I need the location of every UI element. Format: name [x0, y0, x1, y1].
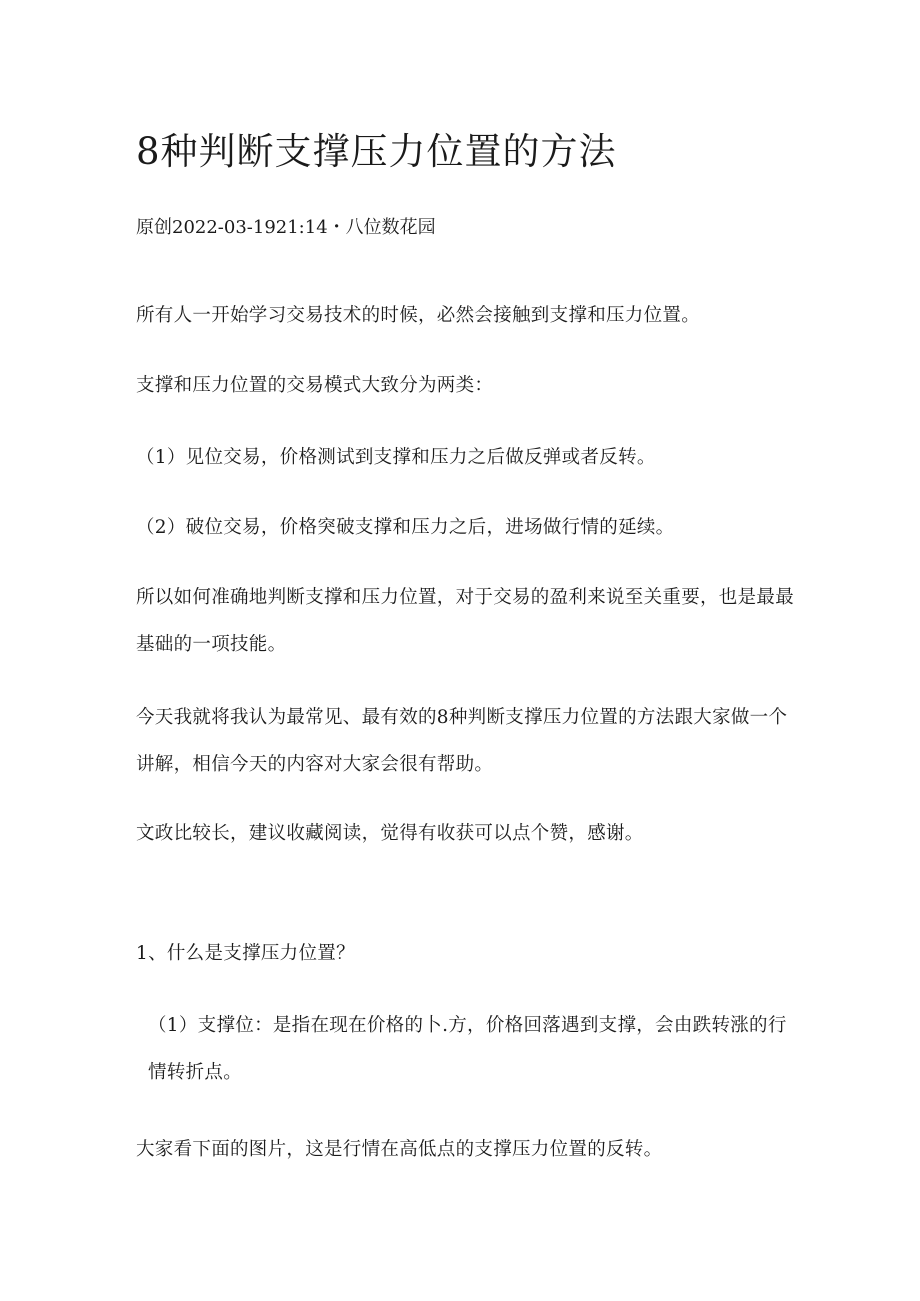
- paragraph: 所有人一开始学习交易技术的时候，必然会接触到支撑和压力位置。: [136, 305, 701, 326]
- paragraph: 大家看下面的图片，这是行情在高低点的支撑压力位置的反转。: [136, 1139, 663, 1160]
- paragraph: （1）支撑位：是指在现在价格的卜.方，价格回落遇到支撑，会由跌转涨的行情转折点。: [148, 1015, 787, 1083]
- paragraph: （1）见位交易，价格测试到支撑和压力之后做反弹或者反转。: [136, 447, 656, 468]
- article-title: 8种判断支撑压力位置的方法: [136, 130, 617, 173]
- paragraph: 所以如何准确地判断支撑和压力位置，对于交易的盈利来说至关重要，也是最最基础的一项技能。: [136, 587, 795, 655]
- paragraph: （2）破位交易，价格突破支撑和压力之后，进场做行情的延续。: [136, 517, 675, 538]
- paragraph: 支撑和压力位置的交易模式大致分为两类：: [136, 375, 494, 396]
- paragraph: 文政比较长，建议收藏阅读，觉得有收获可以点个赞，感谢。: [136, 823, 644, 844]
- section-heading: 1、什么是支撑压力位置？: [136, 943, 355, 964]
- paragraph: 今天我就将我认为最常见、最有效的8种判断支撑压力位置的方法跟大家做一个讲解，相信今天的内容对大家会很有帮助。: [136, 707, 788, 775]
- article-meta: 原创2022-03-1921:14・八位数花园: [136, 217, 436, 238]
